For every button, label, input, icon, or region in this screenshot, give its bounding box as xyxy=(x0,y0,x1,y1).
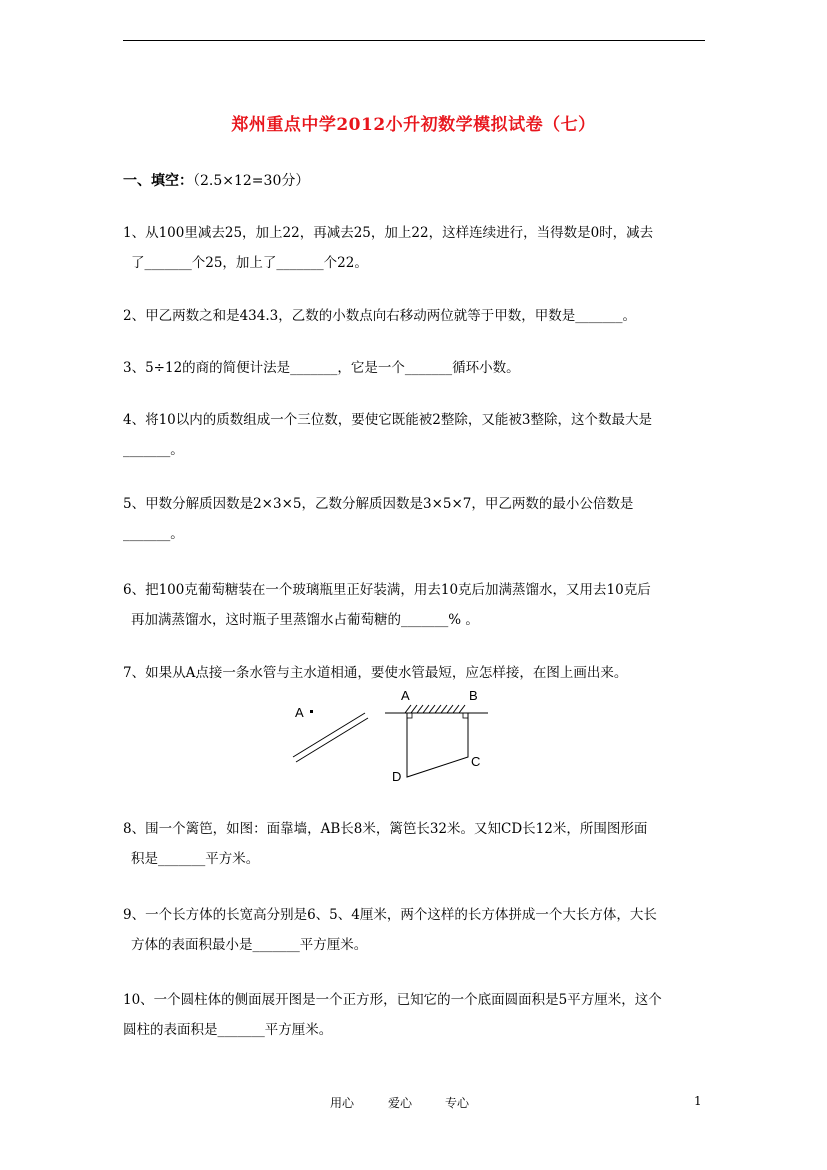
question-line: 再加满蒸馏水，这时瓶子里蒸馏水占葡萄糖的_______% 。 xyxy=(131,612,479,628)
question-10 xyxy=(123,985,713,1045)
section-label: 一、填空： xyxy=(123,173,193,189)
question-9 xyxy=(123,900,713,960)
question-8 xyxy=(123,814,713,874)
vertex-a-label: A xyxy=(401,688,410,703)
question-line: 9、一个长方体的长宽高分别是6、5、4厘米，两个这样的长方体拼成一个大长方体，大长 xyxy=(123,907,657,923)
question-3 xyxy=(123,353,713,383)
question-line: _______。 xyxy=(123,526,184,542)
vertex-d-label: D xyxy=(392,769,402,784)
question-5 xyxy=(123,489,713,549)
question-line: 方体的表面积最小是_______平方厘米。 xyxy=(131,937,368,953)
footer-motto-3: 专心 xyxy=(445,1096,470,1110)
question-line: 积是_______平方米。 xyxy=(131,851,260,867)
question-6 xyxy=(123,575,713,635)
question-line: 5、甲数分解质因数是2×3×5，乙数分解质因数是3×5×7，甲乙两数的最小公倍数是 xyxy=(123,496,634,512)
header-rule xyxy=(123,40,705,41)
question-line: _______。 xyxy=(123,442,184,458)
question-line: 2、甲乙两数之和是434.3，乙数的小数点向右移动两位就等于甲数，甲数是_______。 xyxy=(123,308,636,324)
page-title: 郑州重点中学2012小升初数学模拟试卷（七） xyxy=(231,115,596,135)
question-line: 7、如果从A点接一条水管与主水道相通，要使水管最短，应怎样接，在图上画出来。 xyxy=(123,665,628,681)
right-angle-a xyxy=(407,713,412,718)
question-line: 8、围一个篱笆，如图：面靠墙，AB长8米，篱笆长32米。又知CD长12米，所围图形面 xyxy=(123,821,648,837)
question-line: 了_______个25，加上了_______个22。 xyxy=(131,255,368,271)
question-line: 圆柱的表面积是_______平方厘米。 xyxy=(123,1022,333,1038)
footer-motto-1: 用心 xyxy=(330,1096,355,1110)
question-line: 4、将10以内的质数组成一个三位数，要使它既能被2整除，又能被3整除，这个数最大是 xyxy=(123,412,652,428)
water-main-line-1 xyxy=(293,713,365,757)
question-7 xyxy=(123,658,713,688)
question-figure xyxy=(285,685,500,785)
fence-outline xyxy=(407,713,468,777)
question-2 xyxy=(123,301,713,331)
vertex-b-label: B xyxy=(469,688,478,703)
question-line: 1、从100里减去25，加上22，再减去25，加上22，这样连续进行，当得数是0时，减去 xyxy=(123,225,654,241)
question-line: 3、5÷12的商的简便计法是_______，它是一个_______循环小数。 xyxy=(123,360,520,376)
vertex-c-label: C xyxy=(471,754,481,769)
point-a-label: A xyxy=(295,705,304,720)
point-a-dot xyxy=(310,710,313,713)
question-line: 10、一个圆柱体的侧面展开图是一个正方形，已知它的一个底面圆面积是5平方厘米，这个 xyxy=(123,992,662,1008)
section-heading xyxy=(123,170,309,190)
page-number: 1 xyxy=(694,1094,702,1108)
wall-hatching xyxy=(405,705,465,713)
question-line: 6、把100克葡萄糖装在一个玻璃瓶里正好装满，用去10克后加满蒸馏水，又用去10克后 xyxy=(123,582,651,598)
footer-motto-2: 爱心 xyxy=(388,1096,413,1110)
water-main-line-2 xyxy=(296,718,368,762)
right-angle-b xyxy=(463,713,468,718)
section-points: （2.5×12=30分） xyxy=(193,173,310,189)
question-4 xyxy=(123,405,713,465)
question-1 xyxy=(123,218,713,278)
